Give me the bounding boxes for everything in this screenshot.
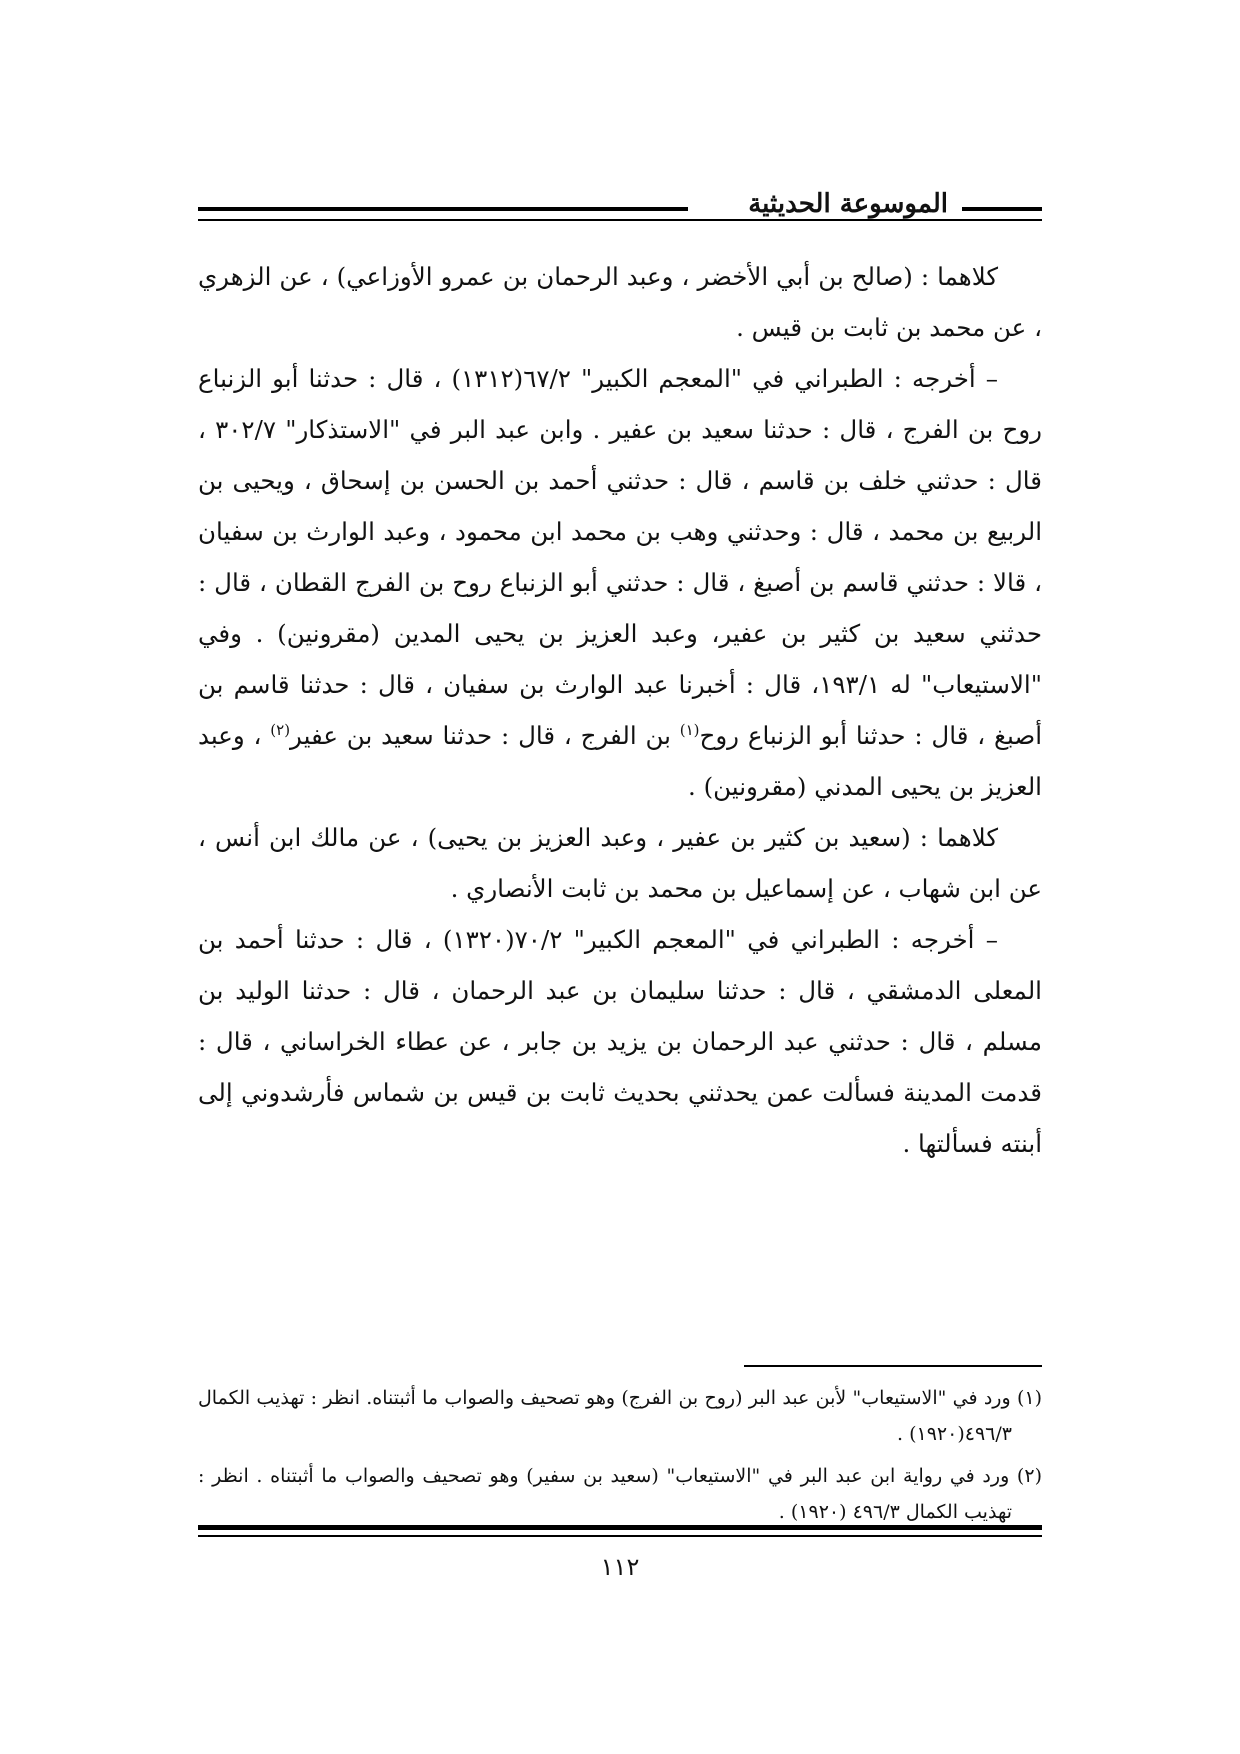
paragraph-1: كلاهما : (صالح بن أبي الأخضر ، وعبد الرحمان بن عمرو الأوزاعي) ، عن الزهري ، عن محمد بن ثابت بن قيس . <box>198 262 1042 342</box>
header-underline <box>198 219 1042 221</box>
paragraph-3: كلاهما : (سعيد بن كثير بن عفير ، وعبد العزيز بن يحيى) ، عن مالك ابن أنس ، عن ابن شهاب ، عن إسماعيل بن محمد بن ثابت الأنصاري . <box>198 823 1042 903</box>
footnote-ref-1[interactable]: (١) <box>679 721 700 739</box>
paragraph-2-text-b: بن الفرج ، قال : حدثنا سعيد بن عفير <box>290 721 680 750</box>
running-header <box>198 185 1042 233</box>
footer-rule-thick <box>198 1525 1042 1530</box>
footer-rule-thin <box>198 1535 1042 1537</box>
footnote-1: (١) ورد في "الاستيعاب" لأبن عبد البر (روح بن الفرج) وهو تصحيف والصواب ما أثبتناه. انظر : تهذيب الكمال ٤٩٦/٣(١٩٢٠) . <box>198 1387 1042 1445</box>
page-number: ١١٢ <box>600 1553 640 1581</box>
footnote-separator <box>744 1365 1042 1367</box>
paragraph-4: – أخرجه : الطبراني في "المعجم الكبير" ٧٠/٢(١٣٢٠) ، قال : حدثنا أحمد بن المعلى الدمشقي ، قال : حدثنا سليمان بن عبد الرحمان ، قال : حدثنا الوليد بن مسلم ، قال : حدثني عبد الرحمان بن يزيد بن جابر ، عن عطاء الخراساني ، قال : قدمت المدينة فسألت عمن يحدثني بحديث ثابت بن قيس بن شماس فأرشدوني إلى أبنته فسألتها . <box>198 925 1042 1158</box>
main-text <box>198 251 1042 1169</box>
header-rule-long <box>198 207 688 211</box>
footnotes <box>198 1380 1042 1536</box>
paragraph-2 <box>198 353 1042 812</box>
paragraph-2-text: – أخرجه : الطبراني في "المعجم الكبير" ٦٧/٢(١٣١٢) ، قال : حدثنا أبو الزنباع روح بن الفرج ، قال : حدثنا سعيد بن عفير . وابن عبد البر في "الاستذكار" ٣٠٢/٧ ، قال : حدثني خلف بن قاسم ، قال : حدثني أحمد بن الحسن بن إسحاق ، ويحيى بن الربيع بن محمد ، قال : وحدثني وهب بن محمد ابن محمود ، وعبد الوارث بن سفيان ، قالا : حدثني قاسم بن أصبغ ، قال : حدثني أبو الزنباع روح بن الفرج القطان ، قال : حدثني سعيد بن كثير بن عفير، وعبد العزيز بن يحيى المدين (مقرونين) . وفي "الاستيعاب" له ١٩٣/١، قال : أخبرنا عبد الوارث بن سفيان ، قال : حدثنا قاسم بن أصبغ ، قال : حدثنا أبو الزنباع روح <box>198 364 1043 750</box>
footnote-ref-2[interactable]: (٢) <box>270 721 291 739</box>
paragraph-2-text-c: ، وعبد العزيز بن يحيى المدني (مقرونين) . <box>198 721 1042 801</box>
running-header-title: الموسوعة الحديثية <box>748 189 948 219</box>
book-page <box>198 185 1042 1605</box>
footnote-2: (٢) ورد في رواية ابن عبد البر في "الاستيعاب" (سعيد بن سفير) وهو تصحيف والصواب ما أثبتناه . انظر : تهذيب الكمال ٤٩٦/٣ (١٩٢٠) . <box>198 1465 1042 1523</box>
header-rule-short <box>962 207 1042 211</box>
